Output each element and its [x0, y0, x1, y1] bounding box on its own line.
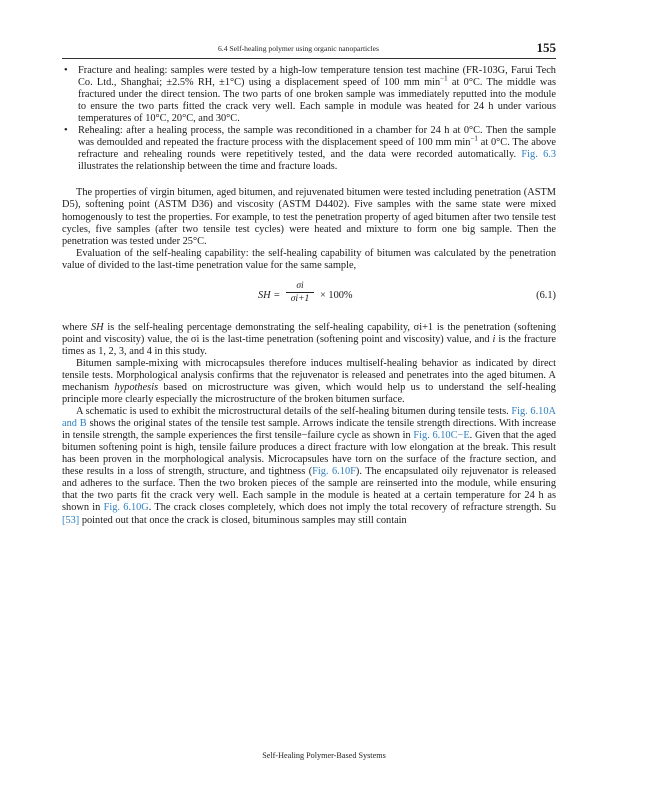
header-rule — [62, 58, 556, 59]
figure-link[interactable]: Fig. 6.10F — [312, 466, 356, 478]
figure-link[interactable]: Fig. 6.3 — [521, 149, 557, 161]
equation-lhs: SH = — [258, 289, 281, 301]
figure-link[interactable]: Fig. 6.10G — [103, 502, 149, 514]
paragraph-evaluation: Evaluation of the self-healing capability: the self-healing capability of bitumen was calculated by the penetration value of divided to the last-time penetration value for the same sample, — [62, 247, 556, 271]
page-footer: Self-Healing Polymer-Based Systems — [262, 751, 386, 760]
equation-6-1 — [62, 278, 556, 314]
paragraph-properties: The properties of virgin bitumen, aged bitumen, and rejuvenated bitumen were tested including penetration (ASTM D5), softening point (ASTM D36) and viscosity (ASTM D4402). Five samples with the same state were mixed homogenously to test the properties. For example, to test the penetration property of aged bitumen after two tensile test cycles, five samples (after two tensile test cycles) were heated and mixture to form one big sample. Then the penetration was tested under 25°C. — [62, 187, 556, 247]
citation-link[interactable]: [53] — [62, 514, 80, 526]
procedure-list — [62, 65, 556, 173]
paragraph-mechanism: Bitumen sample-mixing with microcapsules therefore induces multiself-healing behavior as indicated by direct tensile tests. Morphological analysis confirms that the rejuvenator is released and penetrates into the aged bitumen. A mechanism hypothesis based on microstructure was given, which would help us to understand the self-healing principle more clearly especially the microstructure of the broken bitumen surface. — [62, 357, 556, 406]
equation-rhs: × 100% — [320, 289, 353, 301]
paragraph-schematic: A schematic is used to exhibit the microstructural details of the self-healing bitumen during tensile tests. Fig. 6.10A and B shows the original states of the tensile test sample. Arrows indicate the tensile strength directions. With increase in tensile strength, the sample experiences the first tensile−failure cycle as shown in Fig. 6.10C−E. Given that the aged bitumen softening point is high, tensile failure produces a direct fracture with low elongation at the break. This result has been proven in the morphological analysis. Microcapsules have torn on the surface of the fracture section, and these results in a loss of strength, structure, and tightness (Fig. 6.10F). The encapsulated oily rejuvenator is released and adheres to the surface. Then the two broken pieces of the sample are reinserted into the module, while ensuring that the two parts fit the crack very well. Each sample in the module is heated at a certain temperature for 24 h as shown in Fig. 6.10G. The crack closes completely, which does not imply the total recovery of refracture strength. Su [53] pointed out that once the crack is closed, bituminous samples may still contain — [62, 406, 557, 526]
equation-numerator: σi — [286, 281, 314, 293]
list-item: • Rehealing: after a healing process, the sample was reconditioned in a chamber for 24 h at 0°C. Then the sample was demoulded and repeated the fracture process with the displacement speed of 100 mm $\min^{-1}$ at 0°C. The above refracture and rehealing rounds were repetitively tested, and the data were recorded automatically. Fig. 6.3 illustrates the relationship between the time and fracture loads. — [64, 125, 557, 173]
equation-denominator: σi+1 — [290, 293, 310, 304]
equation-fraction — [286, 281, 314, 305]
page-header — [62, 40, 556, 56]
list-item: • Fracture and healing: samples were tested by a high-low temperature tension test machine (FR-103G, Farui Tech Co. Ltd., Shanghai; ±2.5% RH, ±1°C) using a displacement speed of 100 mm $\min^{-1}$ at 0°C. The middle was fractured under the direct tension. The two parts of one broken sample was immediately reputted into the module to ensure the two parts fitted the crack very well. Each sample in module was heated for 24 h under various temperatures of 10°C, 20°C, and 30°C. — [64, 65, 556, 125]
paragraph-definitions: where SH is the self-healing percentage demonstrating the self-healing capability, σi+1 is the penetration (softening point and viscosity) value, the σi is the last-time penetration (softening point and viscosity) value, and i is the fracture times as 1, 2, 3, and 4 in this study. — [62, 321, 556, 357]
page-number: 155 — [536, 40, 556, 55]
equation-number: (6.1) — [536, 289, 556, 301]
bullet-icon: • — [64, 65, 68, 76]
body-text — [62, 65, 556, 527]
figure-link[interactable]: Fig. 6.10C−E — [413, 430, 470, 442]
figure-link[interactable]: Fig. 6.10A and B — [62, 406, 556, 430]
bullet-icon: • — [64, 125, 68, 137]
running-head: 6.4 Self-healing polymer using organic nanoparticles — [218, 44, 379, 53]
